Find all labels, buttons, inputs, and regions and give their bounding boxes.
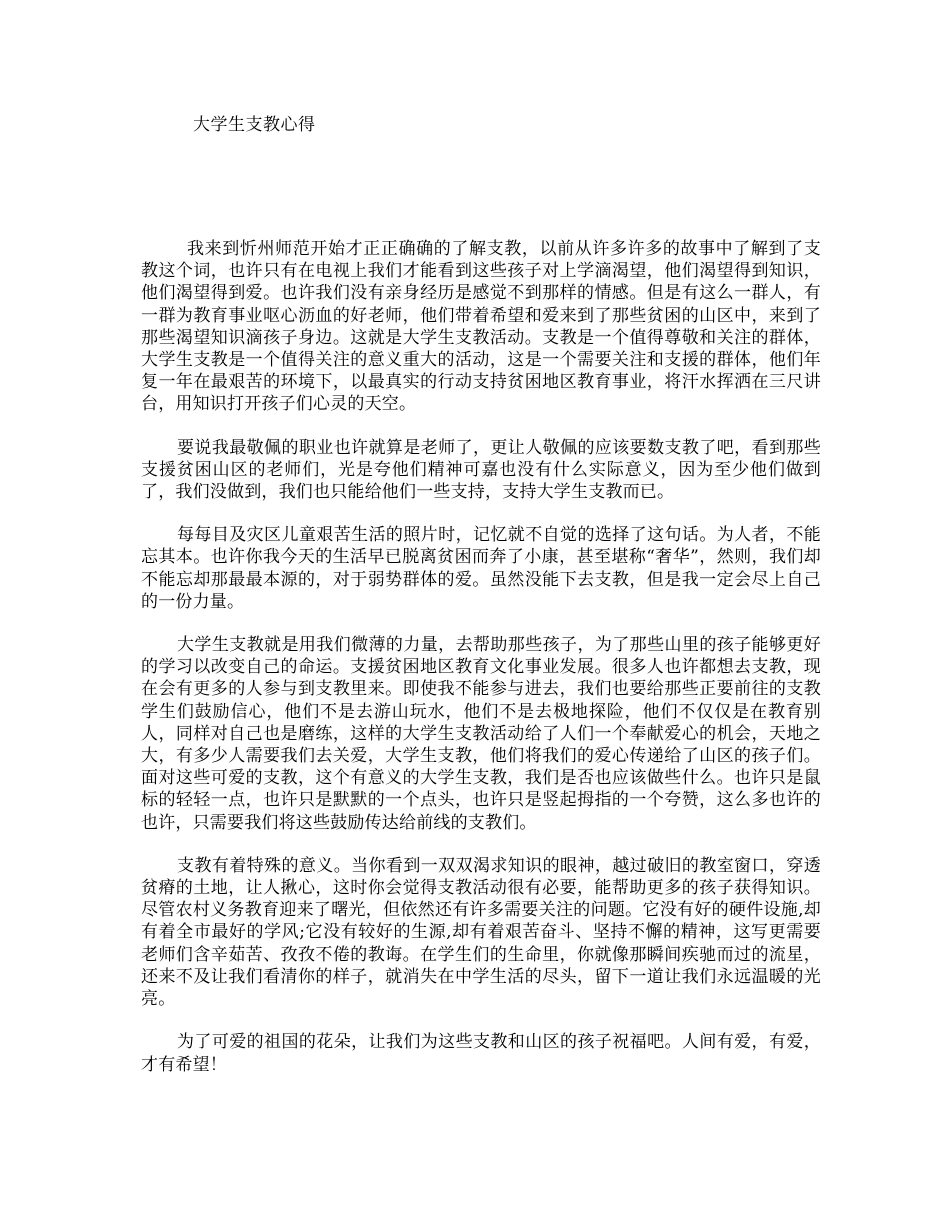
paragraph-1: 我来到忻州师范开始才正正确确的了解支教，以前从许多许多的故事中了解到了支教这个词，也许只有在电视上我们才能看到这些孩子对上学滴渴望，他们渴望得到知识，他们渴望得到爱。也许我们没有亲身经历是感觉不到那样的情感。但是有这么一群人，有一群为教育事业呕心沥血的好老师，他们带着希望和爱来到了那些贫困的山区中，来到了那些渴望知识滴孩子身边。这就是大学生支教活动。支教是一个值得尊敬和关注的群体，大学生支教是一个值得关注的意义重大的活动，这是一个需要关注和支援的群体，他们年复一年在最艰苦的环境下，以最真实的行动支持贫困地区教育事业，将汗水挥洒在三尺讲台，用知识打开孩子们心灵的天空。 — [141, 239, 821, 415]
paragraph-4: 大学生支教就是用我们微薄的力量，去帮助那些孩子，为了那些山里的孩子能够更好的学习以改变自己的命运。支援贫困地区教育文化事业发展。很多人也许都想去支教，现在会有更多的人参与到支教里来。即使我不能参与进去，我们也要给那些正要前往的支教学生们鼓励信心，他们不是去游山玩水，他们不是去极地探险，他们不仅仅是在教育别人，同样对自己也是磨练，这样的大学生支教活动给了人们一个奉献爱心的机会，天地之大，有多少人需要我们去关爱，大学生支教，他们将我们的爱心传递给了山区的孩子们。面对这些可爱的支教，这个有意义的大学生支教，我们是否也应该做些什么。也许只是鼠标的轻轻一点，也许只是默默的一个点头，也许只是竖起拇指的一个夸赞，这么多也许的也许，只需要我们将这些鼓励传达给前线的支教们。 — [141, 635, 821, 833]
paragraph-2: 要说我最敬佩的职业也许就算是老师了，更让人敬佩的应该要数支教了吧，看到那些支援贫困山区的老师们，光是夸他们精神可嘉也没有什么实际意义，因为至少他们做到了，我们没做到，我们也只能给他们一些支持，支持大学生支教而已。 — [141, 437, 821, 503]
document-body — [141, 238, 821, 1097]
document-title: 大学生支教心得 — [193, 115, 316, 135]
paragraph-6: 为了可爱的祖国的花朵，让我们为这些支教和山区的孩子祝福吧。人间有爱，有爱，才有希望！ — [141, 1032, 821, 1075]
paragraph-3: 每每目及灾区儿童艰苦生活的照片时，记忆就不自觉的选择了这句话。为人者，不能忘其本。也许你我今天的生活早已脱离贫困而奔了小康，甚至堪称“奢华”，然则，我们却不能忘却那最最本源的，对于弱势群体的爱。虽然没能下去支教，但是我一定会尽上自己的一份力量。 — [141, 525, 821, 612]
paragraph-5: 支教有着特殊的意义。当你看到一双双渴求知识的眼神，越过破旧的教室窗口，穿透贫瘠的土地，让人揪心，这时你会觉得支教活动很有必要，能帮助更多的孩子获得知识。尽管农村义务教育迎来了曙光，但依然还有许多需要关注的问题。它没有好的硬件设施,却有着全市最好的学风;它没有较好的生源,却有着艰苦奋斗、坚持不懈的精神，这写更需要老师们含辛茹苦、孜孜不倦的教诲。在学生们的生命里，你就像那瞬间疾驰而过的流星，还来不及让我们看清你的样子，就消失在中学生活的尽头，留下一道让我们永远温暖的光亮。 — [141, 855, 821, 1010]
